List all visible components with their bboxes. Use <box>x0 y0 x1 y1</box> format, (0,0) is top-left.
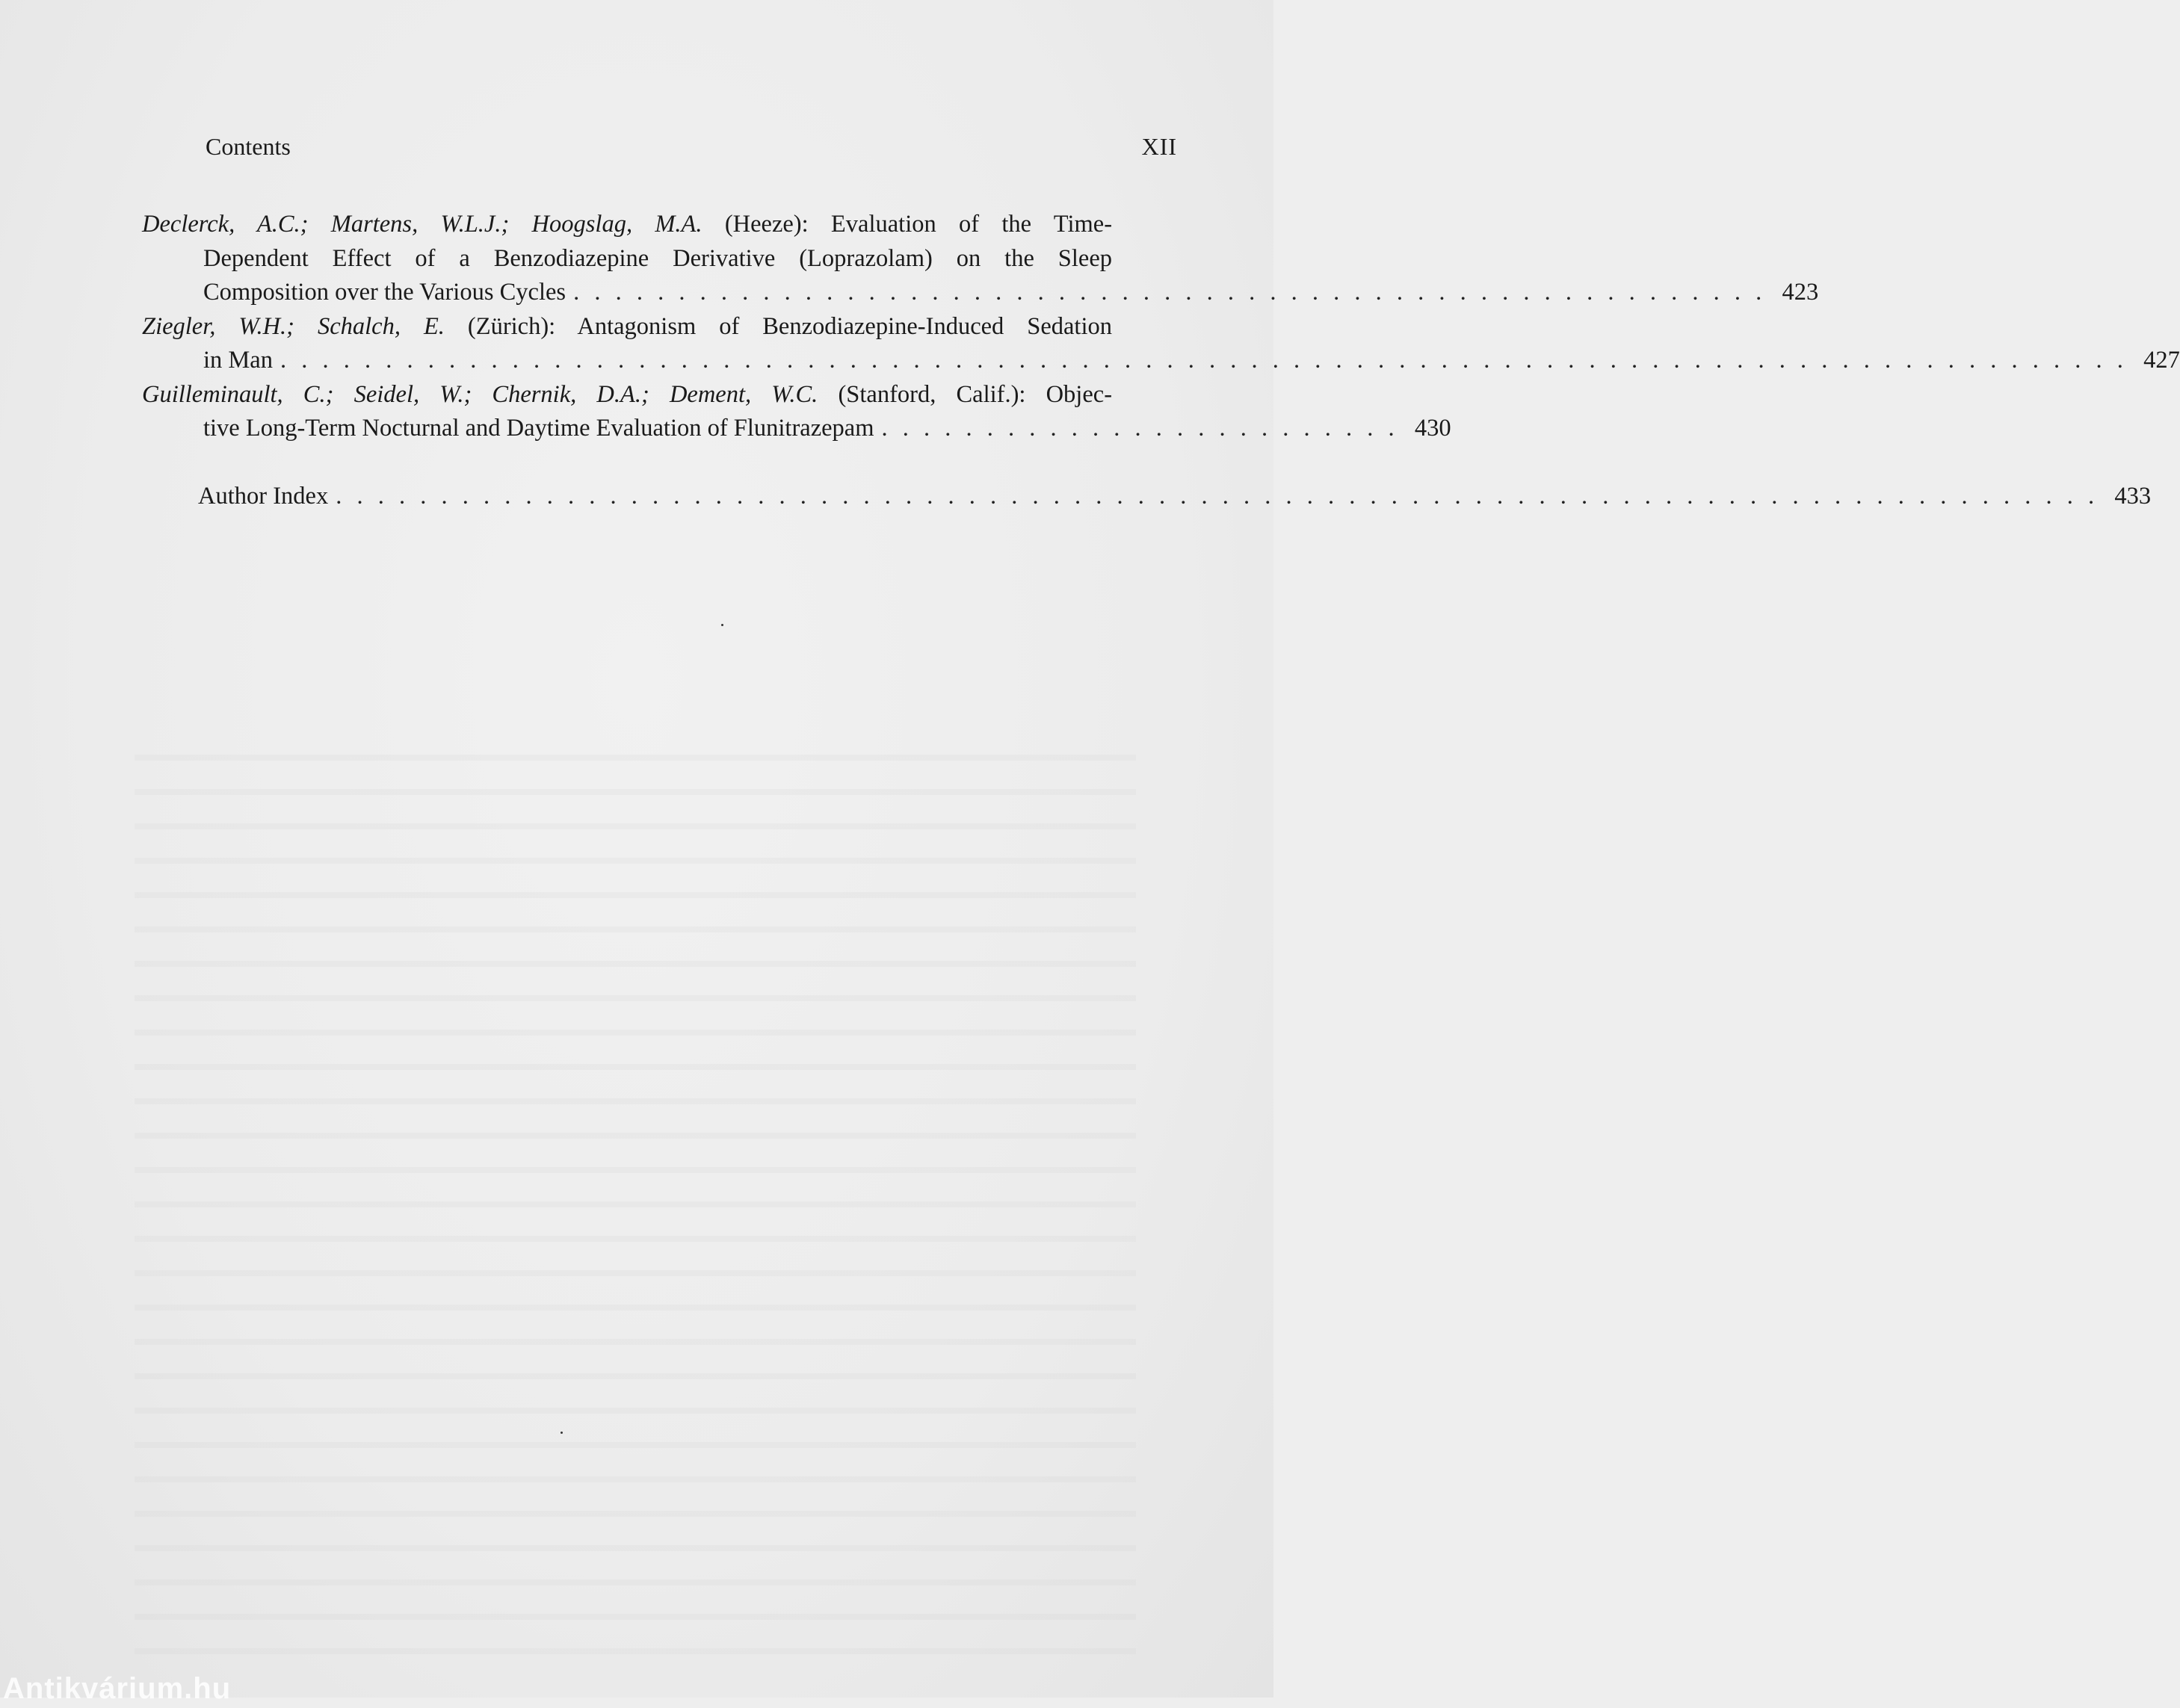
entry-line <box>142 276 1819 310</box>
entry-line <box>142 412 1451 446</box>
entry-title-start: (Heeze): Evaluation of the Time- <box>724 211 1113 238</box>
leader-dots: . . . . . . . . . . . . . . . . . . . . . . . . . . . . . . . . . . . . . . . . . . . . . . . . . . . . . . . . . . . . . . . . . . . . . . . . . . . . . . . . . . . . <box>336 483 2099 510</box>
entry-line <box>142 378 1112 412</box>
entry-page-number: 430 <box>1414 415 1451 442</box>
leader-dots: . . . . . . . . . . . . . . . . . . . . . . . . . . . . . . . . . . . . . . . . . . . . . . . . . . . . . . . . . <box>573 279 1767 306</box>
page-header <box>206 133 1177 170</box>
header-title: Contents <box>206 133 291 160</box>
author-index-page-number: 433 <box>2114 483 2152 510</box>
entry-page-number: 427 <box>2143 347 2180 374</box>
entry-line <box>142 242 1112 276</box>
watermark-logo: Antikvárium.hu <box>3 1672 232 1705</box>
entry-title-start: (Zürich): Antagonism of Benzodiazepine-Induced Sedation <box>467 312 1112 340</box>
paper-speck <box>721 624 723 626</box>
entry-title-cont: Dependent Effect of a Benzodiazepine Derivative (Loprazolam) on the Sleep <box>203 244 1112 272</box>
contents-entry <box>142 208 1819 310</box>
bleed-through-text <box>135 732 1136 1659</box>
leader-dots: . . . . . . . . . . . . . . . . . . . . . . . . . . . . . . . . . . . . . . . . . . . . . . . . . . . . . . . . . . . . . . . . . . . . . . . . . . . . . . . . . . . . . . . . <box>280 347 2128 374</box>
entry-authors: Guilleminault, C.; Seidel, W.; Chernik, D.A.; Dement, W.C. <box>142 380 818 408</box>
contents-list <box>142 208 2180 446</box>
entry-line <box>142 310 1112 344</box>
author-index-entry <box>198 480 2152 513</box>
entry-title-end: tive Long-Term Nocturnal and Daytime Evaluation of Flunitrazepam <box>203 415 874 442</box>
leader-dots: . . . . . . . . . . . . . . . . . . . . . . . . . <box>881 415 1399 442</box>
entry-authors: Declerck, A.C.; Martens, W.L.J.; Hoogslag, M.A. <box>142 211 703 238</box>
entry-line <box>142 208 1112 242</box>
contents-entry <box>142 310 2180 378</box>
entry-title-end: in Man <box>203 347 273 374</box>
author-index-label: Author Index <box>198 483 329 510</box>
entry-authors: Ziegler, W.H.; Schalch, E. <box>142 312 445 340</box>
entry-page-number: 423 <box>1782 279 1819 306</box>
entry-title-end: Composition over the Various Cycles <box>203 279 566 306</box>
entry-title-start: (Stanford, Calif.): Objec- <box>838 380 1113 408</box>
entry-line <box>142 344 2180 378</box>
paper-speck <box>561 1432 563 1434</box>
contents-entry <box>142 378 1451 446</box>
header-page-number: XII <box>1141 133 1177 160</box>
